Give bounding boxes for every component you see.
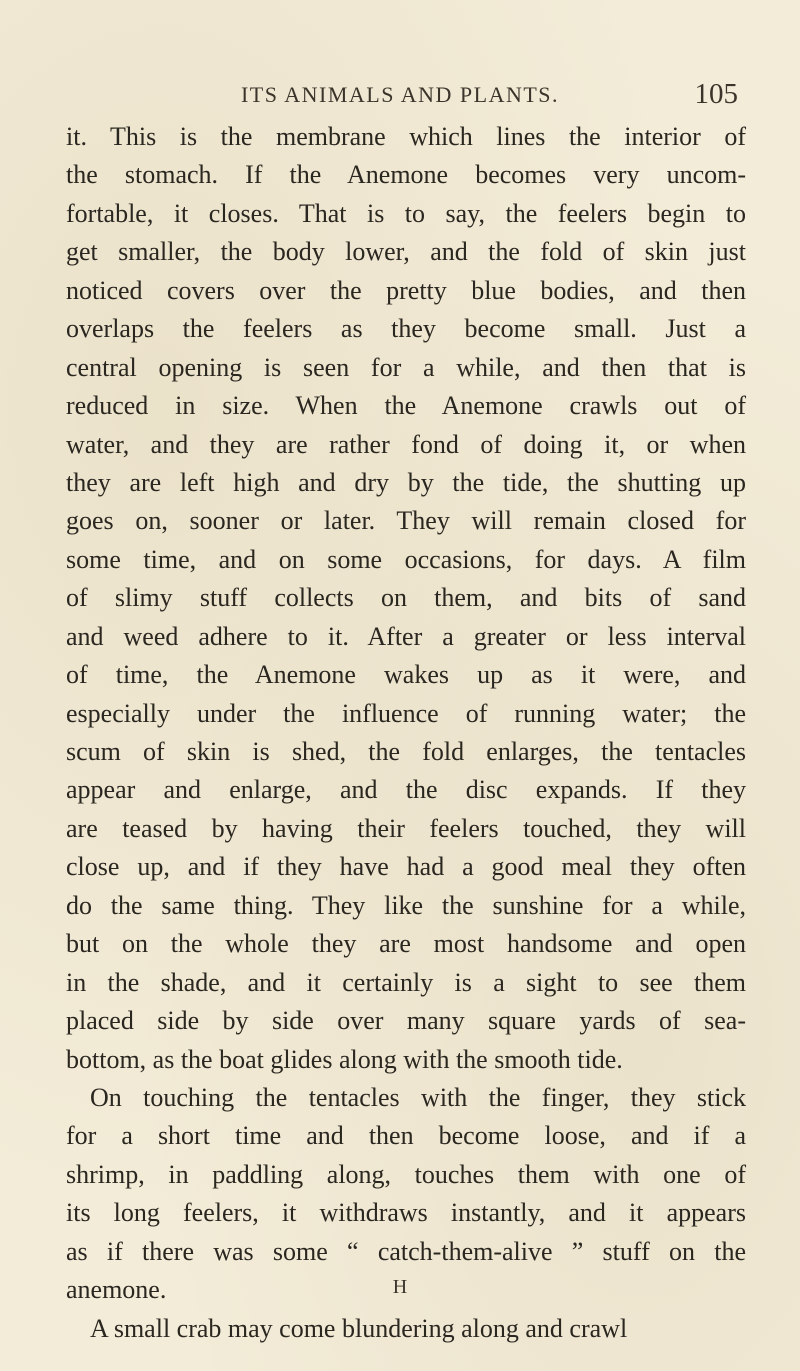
page-number: 105 (694, 78, 738, 110)
text-line: bottom, as the boat glides along with the smooth tide. (66, 1044, 623, 1074)
text-line: it. This is the membrane which lines the interior of (66, 122, 746, 151)
running-title: ITS ANIMALS AND PLANTS. (240, 82, 560, 107)
text-line: they are left high and dry by the tide, the shutting up (66, 467, 746, 497)
text-line: in the shade, and it certainly is a sight to see them (66, 967, 746, 997)
text-line: do the same thing. They like the sunshine for a while, (66, 890, 746, 920)
text-line: close up, and if they have had a good meal they often (66, 852, 746, 882)
text-line: its long feelers, it withdraws instantly, and it appears (66, 1198, 746, 1228)
text-line: for a short time and then become loose, and if a (66, 1121, 746, 1151)
text-line: anemone. (66, 1275, 167, 1305)
text-line: of slimy stuff collects on them, and bits of sand (66, 583, 746, 613)
text-line: scum of skin is shed, the fold enlarges, the tentacles (66, 737, 746, 766)
text-line: appear and enlarge, and the disc expands. If they (66, 775, 746, 805)
text-line: as if there was some “ catch-them-alive ” stuff on the (66, 1236, 746, 1266)
text-line: noticed covers over the pretty blue bodies, and then (66, 275, 746, 305)
text-line: the stomach. If the Anemone becomes very uncom- (66, 160, 746, 190)
text-line: some time, and on some occasions, for days. A film (66, 544, 746, 574)
text-line: central opening is seen for a while, and then that is (66, 352, 746, 382)
text-line: and weed adhere to it. After a greater or less interval (66, 621, 746, 651)
body-text (66, 118, 746, 1348)
signature-mark: H (392, 1276, 408, 1298)
text-line: reduced in size. When the Anemone crawls out of (66, 391, 746, 421)
text-line: get smaller, the body lower, and the fold of skin just (66, 237, 746, 267)
text-line: are teased by having their feelers touched, they will (66, 813, 746, 843)
text-line: fortable, it closes. That is to say, the feelers begin to (66, 198, 746, 228)
text-line: shrimp, in paddling along, touches them with one of (66, 1159, 746, 1189)
text-line: placed side by side over many square yards of sea- (66, 1006, 746, 1036)
running-head (0, 78, 800, 112)
text-line: On touching the tentacles with the finger, they stick (90, 1082, 746, 1112)
text-line: A small crab may come blundering along and crawl (90, 1313, 628, 1343)
text-line: water, and they are rather fond of doing it, or when (66, 429, 746, 459)
text-line: especially under the influence of running water; the (66, 698, 746, 728)
text-line: overlaps the feelers as they become small. Just a (66, 314, 746, 344)
text-line: goes on, sooner or later. They will remain closed for (66, 506, 746, 536)
text-line: of time, the Anemone wakes up as it were, and (66, 660, 746, 690)
text-line: but on the whole they are most handsome and open (66, 929, 746, 959)
